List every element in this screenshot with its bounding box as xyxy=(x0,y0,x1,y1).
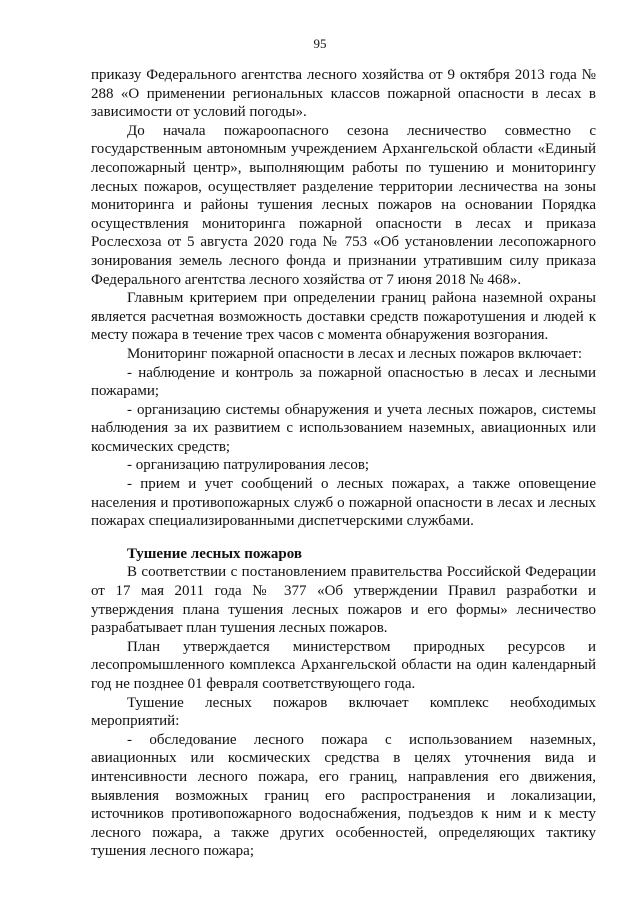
page-number: 95 xyxy=(313,36,327,51)
paragraph-plan-approval: План утверждается министерством природных ресурсов и лесопромышленного комплекса Архангельской области на один календарный год не позднее 01 февраля соответствующего года. xyxy=(91,638,596,692)
list-item-patrol: - организацию патрулирования лесов; xyxy=(127,457,370,474)
section-heading: Тушение лесных пожаров xyxy=(127,545,303,562)
list-item-observation: - наблюдение и контроль за пожарной опасностью в лесах и лесными пожарами; xyxy=(91,364,596,400)
list-item-detection-system: - организацию системы обнаружения и учета лесных пожаров, системы наблюдения за их развитием с использованием наземных, авиационных или космических средств; xyxy=(91,401,596,455)
paragraph-monitoring-intro: Мониторинг пожарной опасности в лесах и лесных пожаров включает: xyxy=(127,345,583,362)
list-item-inspection: - обследование лесного пожара с использованием наземных, авиационных или космических средства в целях уточнения вида и интенсивности лесного пожара, его границ, направления его движения, выявления возможных границ его распространения и локализации, источников противопожарного водоснабжения, подъездов к ним и к месту лесного пожара, а также других особенностей, определяющих тактику тушения лесного пожара; xyxy=(91,731,596,860)
paragraph-zoning: До начала пожароопасного сезона лесничество совместно с государственным автономным учреждением Архангельской области «Единый лесопожарный центр», выполняющим работы по тушению и мониторингу лесных пожаров, осуществляет разделение территории лесничества на зоны мониторинга и районы тушения лесных пожаров на основании Порядка осуществления мониторинга пожарной опасности в лесах и приказа Рослесхоза от 5 августа 2020 года № 753 «Об установлении лесопожарного зонирования земель лесного фонда и признании утратившим силу приказа Федерального агентства лесного хозяйства от 7 июня 2018 № 468». xyxy=(91,122,596,288)
paragraph-criterion: Главным критерием при определении границ района наземной охраны является расчетная возможность доставки средств пожаротушения и людей к месту пожара в течение трех часов с момента обнаружения возгорания. xyxy=(91,290,596,344)
paragraph-measures-intro: Тушение лесных пожаров включает комплекс необходимых мероприятий: xyxy=(91,694,596,730)
document-body xyxy=(91,66,596,861)
list-item-reports: - прием и учет сообщений о лесных пожарах, а также оповещение населения и противопожарных служб о пожарной опасности в лесах и лесных пожарах специализированными диспетчерскими службами. xyxy=(91,476,596,530)
paragraph-regulation: В соответствии с постановлением правительства Российской Федерации от 17 мая 2011 года № 377 «Об утверждении Правил разработки и утверждения плана тушения лесных пожаров и его формы» лесничество разрабатывает план тушения лесных пожаров. xyxy=(91,564,596,637)
paragraph-continuation: приказу Федерального агентства лесного хозяйства от 9 октября 2013 года № 288 «О применении региональных классов пожарной опасности в лесах в зависимости от условий погоды». xyxy=(91,67,596,121)
